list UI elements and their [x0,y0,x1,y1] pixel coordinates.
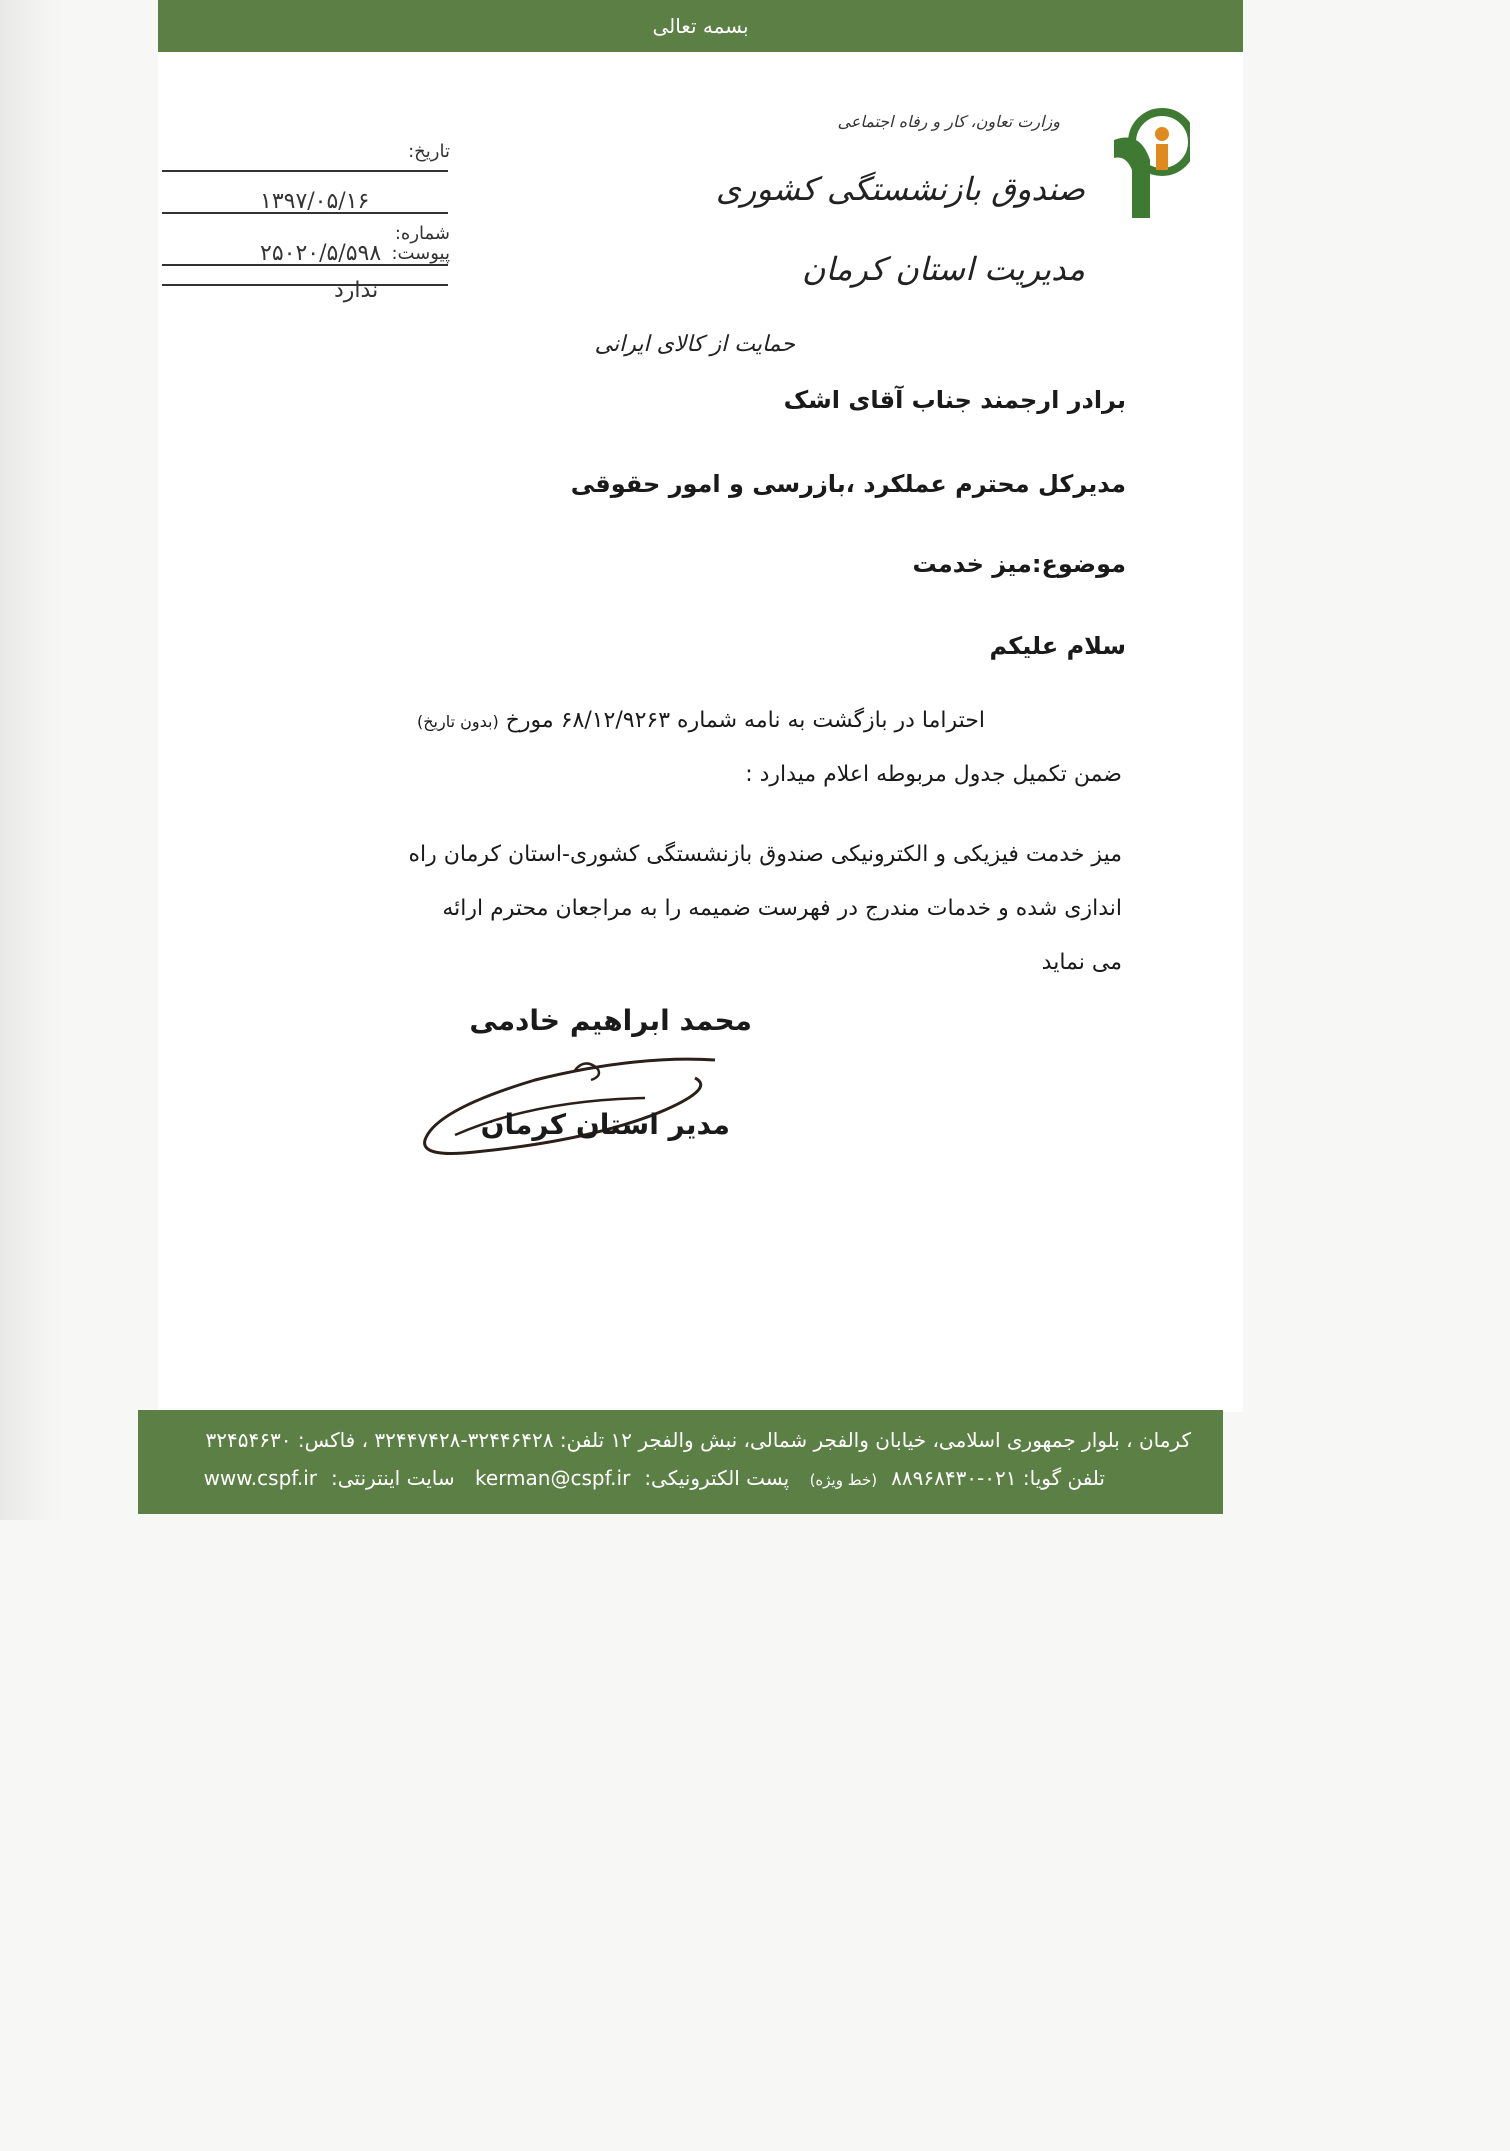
header-band [158,0,1243,52]
footer-website-label: سایت اینترنتی: [331,1466,455,1490]
date-label: تاریخ: [408,141,450,162]
body-line1-note: (بدون تاریخ) [416,712,499,731]
number-label: شماره: [394,223,450,244]
greeting: سلام علیکم [989,632,1126,660]
body-line1 [417,708,985,733]
attachment-row [162,244,448,286]
footer-band [138,1410,1223,1514]
body-line2: ضمن تکمیل جدول مربوطه اعلام میدارد : [745,762,1122,787]
body-line5: می نماید [1041,950,1122,975]
body-line4: اندازی شده و خدمات مندرج در فهرست ضمیمه را به مراجعان محترم ارائه [442,896,1122,921]
handwritten-signature [415,1040,745,1170]
date-value: ۱۳۹۷/۰۵/۱۶ [260,189,370,214]
recipient-line1: برادر ارجمند جناب آقای اشک [783,386,1126,414]
footer-website[interactable]: www.cspf.ir [203,1466,317,1490]
footer-hotline-note: (خط ویژه) [809,1471,878,1489]
body-line3: میز خدمت فیزیکی و الکترونیکی صندوق بازنشستگی کشوری-استان کرمان راه [408,842,1122,867]
footer-email-label: پست الکترونیکی: [644,1466,790,1490]
footer-email[interactable]: kerman@cspf.ir [475,1466,631,1490]
footer-contacts [190,1466,1105,1490]
fund-name: صندوق بازنشستگی کشوری [715,170,1085,208]
invocation-text: بسمه تعالی [652,14,749,38]
recipient-line2: مدیرکل محترم عملکرد ،بازرسی و امور حقوقی [570,470,1126,498]
meta-top-line [162,130,448,172]
attachment-label: پیوست: [391,243,450,264]
attachment-value: ندارد [334,278,379,303]
number-value: ۲۵۰۲۰/۵/۵۹۸ [260,241,382,266]
slogan: حمایت از کالای ایرانی [594,332,795,357]
body-line1-text: احتراما در بازگشت به نامه شماره ۶۸/۱۲/۹۲۶۳ مورخ [505,708,985,733]
office-name: مدیریت استان کرمان [801,250,1085,288]
footer-hotline: تلفن گویا: ۰۲۱-۸۸۹۶۸۴۳۰ [891,1466,1105,1490]
date-row [162,141,450,214]
footer-address: کرمان ، بلوار جمهوری اسلامی، خیابان والفجر شمالی، نبش والفجر ۱۲ تلفن: ۳۲۴۴۶۴۲۸-۳۲۴۴۷۴۲۸ ، فاکس: ۳۲۴۵۴۶۳۰ [205,1428,1191,1452]
subject: موضوع:میز خدمت [912,550,1126,578]
page-edge [0,0,60,1520]
signer-title: مدیر استان کرمان [480,1108,730,1141]
cspf-logo-icon [1110,100,1190,220]
signer-name: محمد ابراهیم خادمی [469,1004,752,1037]
ministry-name: وزارت تعاون، کار و رفاه اجتماعی [837,112,1060,131]
